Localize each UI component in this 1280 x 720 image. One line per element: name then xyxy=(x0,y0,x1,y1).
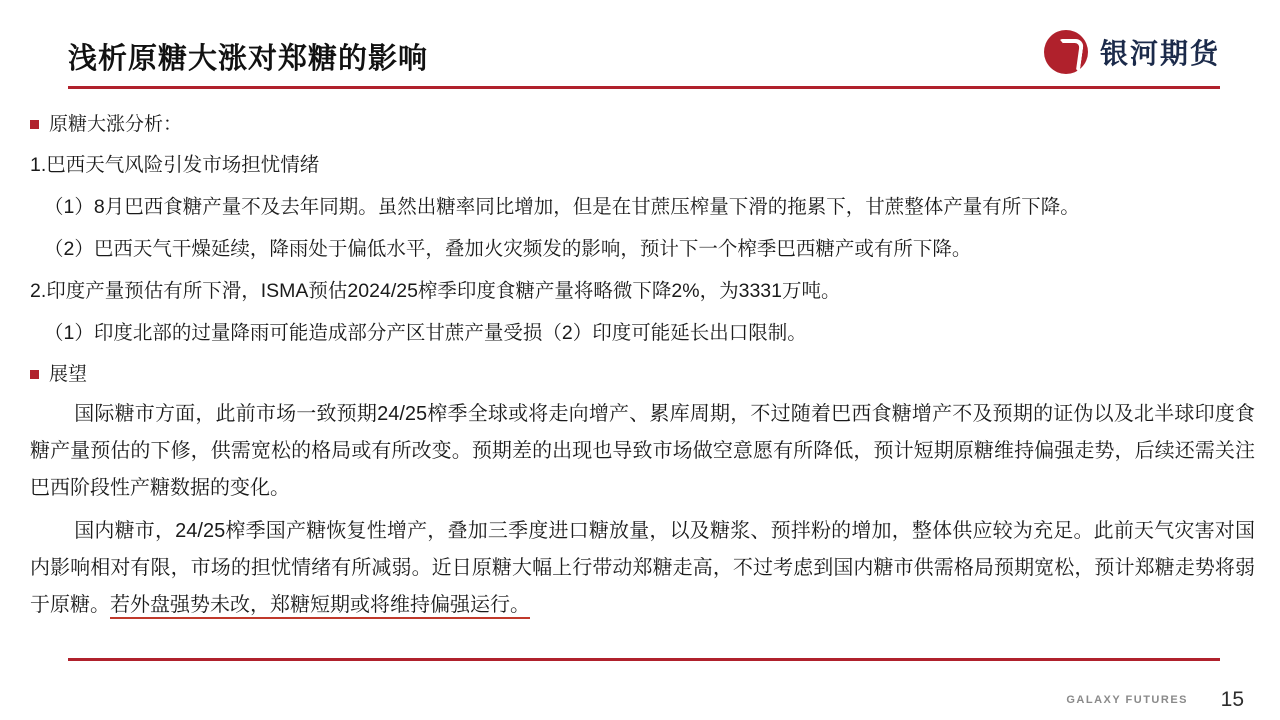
square-bullet-icon xyxy=(30,370,39,379)
analysis-item-2: 2.印度产量预估有所下滑，ISMA预估2024/25榨季印度食糖产量将略微下降2%，为3331万吨。 xyxy=(30,280,841,302)
section-heading-analysis xyxy=(30,110,1255,140)
square-bullet-icon xyxy=(30,120,39,129)
page-title: 浅析原糖大涨对郑糖的影响 xyxy=(68,43,429,75)
analysis-item-2-sub-1: （1）印度北部的过量降雨可能造成部分产区甘蔗产量受损（2）印度可能延长出口限制。 xyxy=(44,322,807,344)
section-heading-outlook-label: 展望 xyxy=(49,364,88,385)
footer-brand-label: GALAXY FUTURES xyxy=(1066,694,1188,706)
outlook-paragraph-2-emphasis: 若外盘强势未改，郑糖短期或将维持偏强运行。 xyxy=(110,594,530,619)
section-heading-outlook xyxy=(30,360,1255,390)
outlook-paragraph-2 xyxy=(30,513,1255,624)
analysis-item-1-sub-1: （1）8月巴西食糖产量不及去年同期。虽然出糖率同比增加，但是在甘蔗压榨量下滑的拖累下，甘蔗整体产量有所下降。 xyxy=(44,196,1080,218)
footer-divider xyxy=(68,658,1220,661)
brand-lockup xyxy=(1044,30,1220,74)
page-number: 15 xyxy=(1220,688,1244,711)
outlook-paragraph-1-text: 国际糖市方面，此前市场一致预期24/25榨季全球或将走向增产、累库周期，不过随着巴西食糖增产不及预期的证伪以及北半球印度食糖产量预估的下修，供需宽松的格局或有所改变。预期差的出现也导致市场做空意愿有所降低，预计短期原糖维持偏强走势，后续还需关注巴西阶段性产糖数据的变化。 xyxy=(30,403,1255,499)
brand-name: 银河期货 xyxy=(1099,38,1220,69)
analysis-item-1: 1.巴西天气风险引发市场担忧情绪 xyxy=(30,154,320,176)
slide-header xyxy=(0,0,1280,88)
header-divider xyxy=(68,86,1220,89)
analysis-item-1-sub-2: （2）巴西天气干燥延续，降雨处于偏低水平，叠加火灾频发的影响，预计下一个榨季巴西糖产或有所下降。 xyxy=(44,238,972,260)
section-heading-analysis-label: 原糖大涨分析： xyxy=(49,114,183,135)
outlook-paragraph-2-text: 国内糖市，24/25榨季国产糖恢复性增产，叠加三季度进口糖放量，以及糖浆、预拌粉的增加，整体供应较为充足。此前天气灾害对国内影响相对有限，市场的担忧情绪有所减弱。近日原糖大幅上行带动郑糖走高，不过考虑到国内糖市供需格局预期宽松，预计郑糖走势将弱于原糖。 xyxy=(30,520,1255,616)
galaxy-logo-icon xyxy=(1044,30,1088,74)
slide-body xyxy=(30,100,1255,624)
outlook-paragraph-1 xyxy=(30,396,1255,507)
